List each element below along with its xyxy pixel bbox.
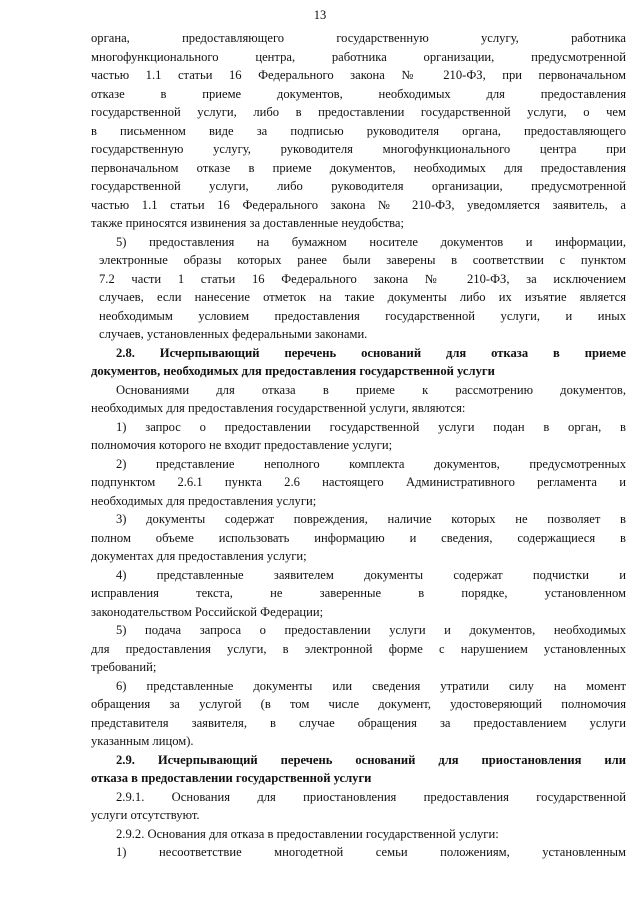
text-line: для предоставления услуги, в электронной форме с нарушением установленных	[91, 641, 626, 656]
text-line: полномочия которого не входит предоставление услуги;	[91, 438, 393, 452]
text-line: также приносятся извинения за доставленные неудобства;	[91, 216, 404, 230]
text-line: многофункционального центра, работника организации, предусмотренной	[91, 49, 626, 64]
document-body	[91, 29, 626, 862]
text-line: требований;	[91, 660, 157, 674]
text-line: документов, необходимых для предоставления государственной услуги	[91, 364, 495, 378]
text-line: 3) документы содержат повреждения, наличие которых не позволяет в	[116, 512, 626, 526]
text-line: отказа в предоставлении государственной услуги	[91, 771, 372, 785]
text-line: обращения за услугой (в том числе документ, удостоверяющий полномочия	[91, 697, 626, 711]
text-line: случаев, если нанесение отметок на такие документы либо их изъятие является	[99, 290, 626, 304]
text-line: государственной услуги, либо в предоставлении государственной услуги, о чем	[91, 105, 626, 119]
text-line: отказе в приеме документов, необходимых для предоставления	[91, 86, 626, 101]
text-line: представителя заявителя, в случае обращения за предоставлением услуги	[91, 715, 626, 730]
text-line: необходимых для предоставления услуги;	[91, 493, 317, 508]
text-line: 2.9.2. Основания для отказа в предоставлении государственной услуги:	[116, 826, 499, 841]
text-line: исправления текста, не заверенные в порядке, установленном	[91, 586, 626, 600]
text-line: необходимых для предоставления государственной услуги, являются:	[91, 401, 466, 415]
text-line: первоначальном отказе в приеме документов, необходимых для предоставления	[91, 160, 626, 175]
text-line: в письменном виде за подписью руководителя органа, предоставляющего	[91, 123, 626, 138]
text-line: 2) представление неполного комплекта документов, предусмотренных	[116, 456, 626, 471]
text-line: частью 1.1 статьи 16 Федерального закона № 210-ФЗ, при первоначальном	[91, 68, 626, 82]
text-line: 2.8. Исчерпывающий перечень оснований для отказа в приеме	[116, 345, 626, 360]
text-line: частью 1.1 статьи 16 Федерального закона № 210-ФЗ, уведомляется заявитель, а	[91, 197, 626, 212]
text-line: органа, предоставляющего государственную услугу, работника	[91, 31, 626, 45]
text-line: 5) подача запроса о предоставлении услуги и документов, необходимых	[116, 623, 626, 637]
text-line: 7.2 части 1 статьи 16 Федерального закона № 210-ФЗ, за исключением	[99, 271, 626, 286]
text-line: Основаниями для отказа в приеме к рассмотрению документов,	[116, 382, 626, 397]
text-line: государственной услуги, либо руководителя организации, предусмотренной	[91, 179, 626, 193]
text-line: электронные образы которых ранее были заверены в соответствии с пунктом	[99, 253, 626, 267]
text-line: указанным лицом).	[91, 734, 194, 748]
text-line: документах для предоставления услуги;	[91, 549, 307, 563]
text-line: 2.9.1. Основания для приостановления предоставления государственной	[116, 789, 626, 804]
text-line: подпунктом 2.6.1 пункта 2.6 настоящего Административного регламента и	[91, 475, 626, 489]
text-line: 1) запрос о предоставлении государственной услуги подан в орган, в	[116, 419, 626, 434]
text-line: 1) несоответствие многодетной семьи положениям, установленным	[116, 845, 626, 859]
text-line: государственную услугу, руководителя многофункционального центра при	[91, 142, 626, 156]
text-line: законодательством Российской Федерации;	[91, 604, 324, 619]
text-line: 5) предоставления на бумажном носителе документов и информации,	[116, 234, 626, 249]
text-line: необходимым условием предоставления государственной услуги, и иных	[99, 308, 626, 323]
text-line: случаев, установленных федеральными законами.	[99, 327, 368, 341]
text-line: полном объеме использовать информацию и сведения, содержащиеся в	[91, 530, 626, 545]
text-line: 4) представленные заявителем документы содержат подчистки и	[116, 567, 626, 582]
text-line: 2.9. Исчерпывающий перечень оснований для приостановления или	[116, 752, 626, 767]
page-number: 13	[313, 8, 327, 22]
text-line: 6) представленные документы или сведения утратили силу на момент	[116, 678, 626, 693]
text-line: услуги отсутствуют.	[91, 808, 200, 822]
